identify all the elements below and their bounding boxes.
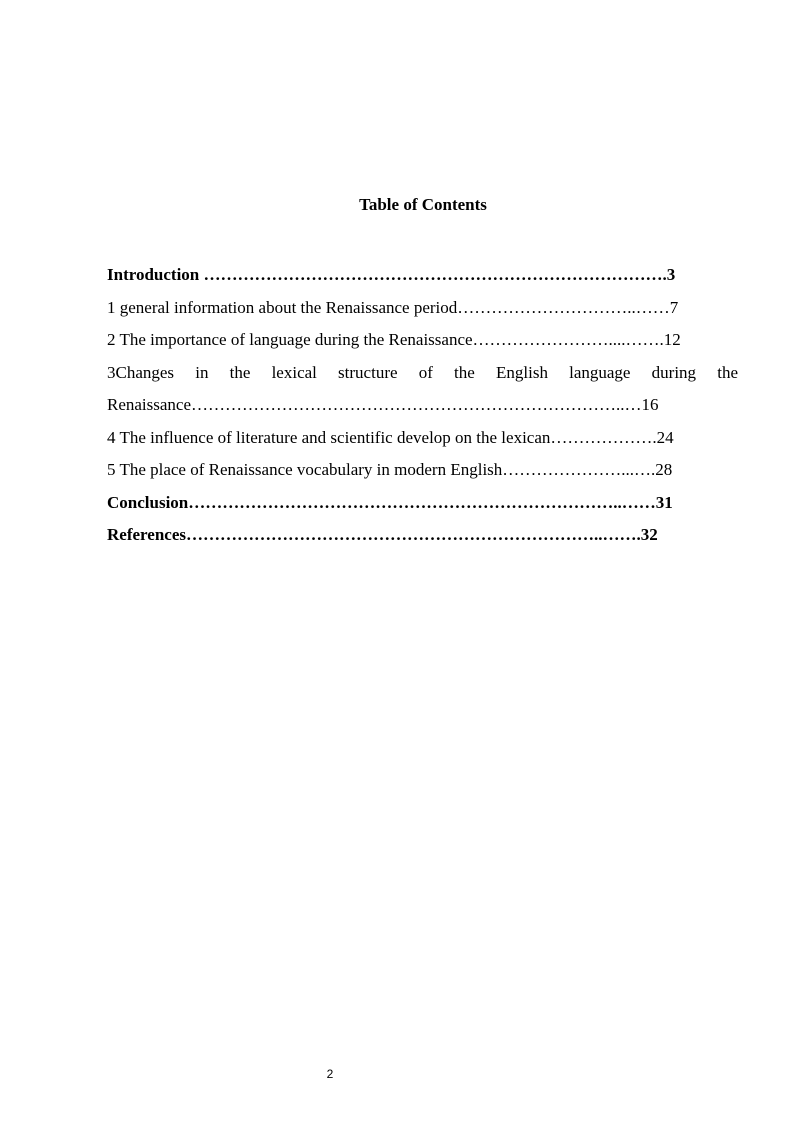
toc-entry-chapter-2: 2 The importance of language during the Renaissance……………………....…….12: [107, 330, 681, 349]
toc-entry-introduction: Introduction ……………………………………………………………………….3: [107, 265, 676, 284]
page-number: 2: [326, 1067, 334, 1081]
toc-entry-chapter-3-continued: Renaissance…………………………………………………………………..…16: [107, 395, 659, 414]
toc-entry-chapter-5: 5 The place of Renaissance vocabulary in modern English…………………...….28: [107, 460, 673, 479]
toc-entry-chapter-3: 3Changes in the lexical structure of the English language during the: [107, 362, 738, 382]
page-title: Table of Contents: [359, 195, 487, 214]
toc-entry-chapter-4: 4 The influence of literature and scientific develop on the lexican……………….24: [107, 427, 674, 447]
table-of-contents: [107, 259, 738, 552]
toc-entry-conclusion: Conclusion…………………………………………………………………..……31: [107, 492, 673, 512]
toc-entry-references: References………………………………………………………………..…….32: [107, 525, 658, 544]
toc-entry-chapter-1: 1 general information about the Renaissance period…………………………..……7: [107, 297, 679, 317]
